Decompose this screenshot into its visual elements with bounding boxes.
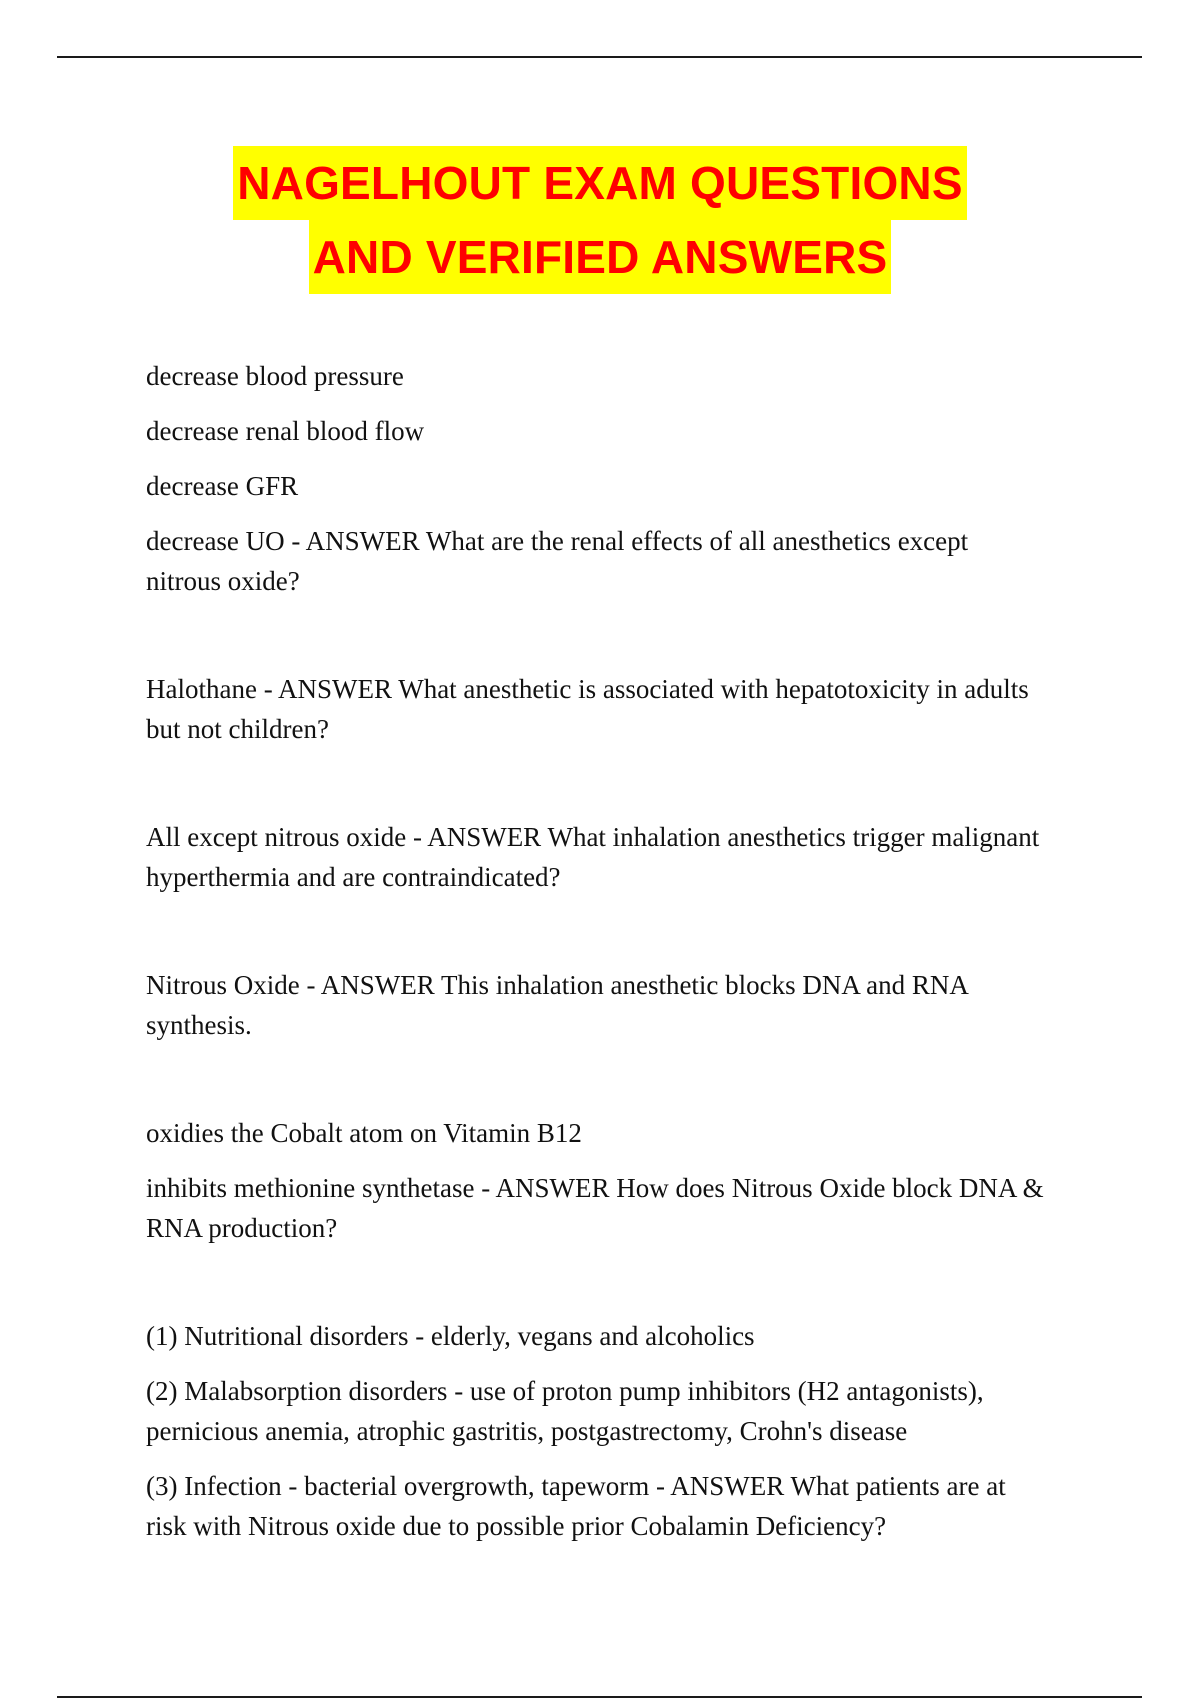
- document-title: [0, 146, 1200, 294]
- paragraph: Nitrous Oxide - ANSWER This inhalation anesthetic blocks DNA and RNA synthesis.: [146, 970, 968, 1040]
- paragraph: Halothane - ANSWER What anesthetic is associated with hepatotoxicity in adults but not children?: [146, 674, 1029, 744]
- paragraph: (1) Nutritional disorders - elderly, vegans and alcoholics: [146, 1321, 755, 1351]
- paragraph: inhibits methionine synthetase - ANSWER How does Nitrous Oxide block DNA & RNA production?: [146, 1173, 1044, 1243]
- paragraph: All except nitrous oxide - ANSWER What inhalation anesthetics trigger malignant hyperthermia and are contraindicated?: [146, 822, 1040, 892]
- title-line-1: NAGELHOUT EXAM QUESTIONS: [233, 146, 967, 220]
- paragraph: oxidies the Cobalt atom on Vitamin B12: [146, 1118, 582, 1148]
- document-body: [146, 356, 1046, 1561]
- paragraph: decrease blood pressure: [146, 361, 404, 391]
- paragraph: decrease GFR: [146, 471, 299, 501]
- paragraph: (2) Malabsorption disorders - use of proton pump inhibitors (H2 antagonists), pernicious anemia, atrophic gastritis, postgastrectomy, Crohn's disease: [146, 1376, 984, 1446]
- paragraph: decrease renal blood flow: [146, 416, 425, 446]
- paragraph: (3) Infection - bacterial overgrowth, tapeworm - ANSWER What patients are at risk with Nitrous oxide due to possible prior Cobalamin Deficiency?: [146, 1471, 1006, 1541]
- title-line-2: AND VERIFIED ANSWERS: [309, 220, 892, 294]
- bottom-rule: [57, 1696, 1142, 1698]
- top-rule: [57, 56, 1142, 58]
- paragraph: decrease UO - ANSWER What are the renal effects of all anesthetics except nitrous oxide?: [146, 526, 969, 596]
